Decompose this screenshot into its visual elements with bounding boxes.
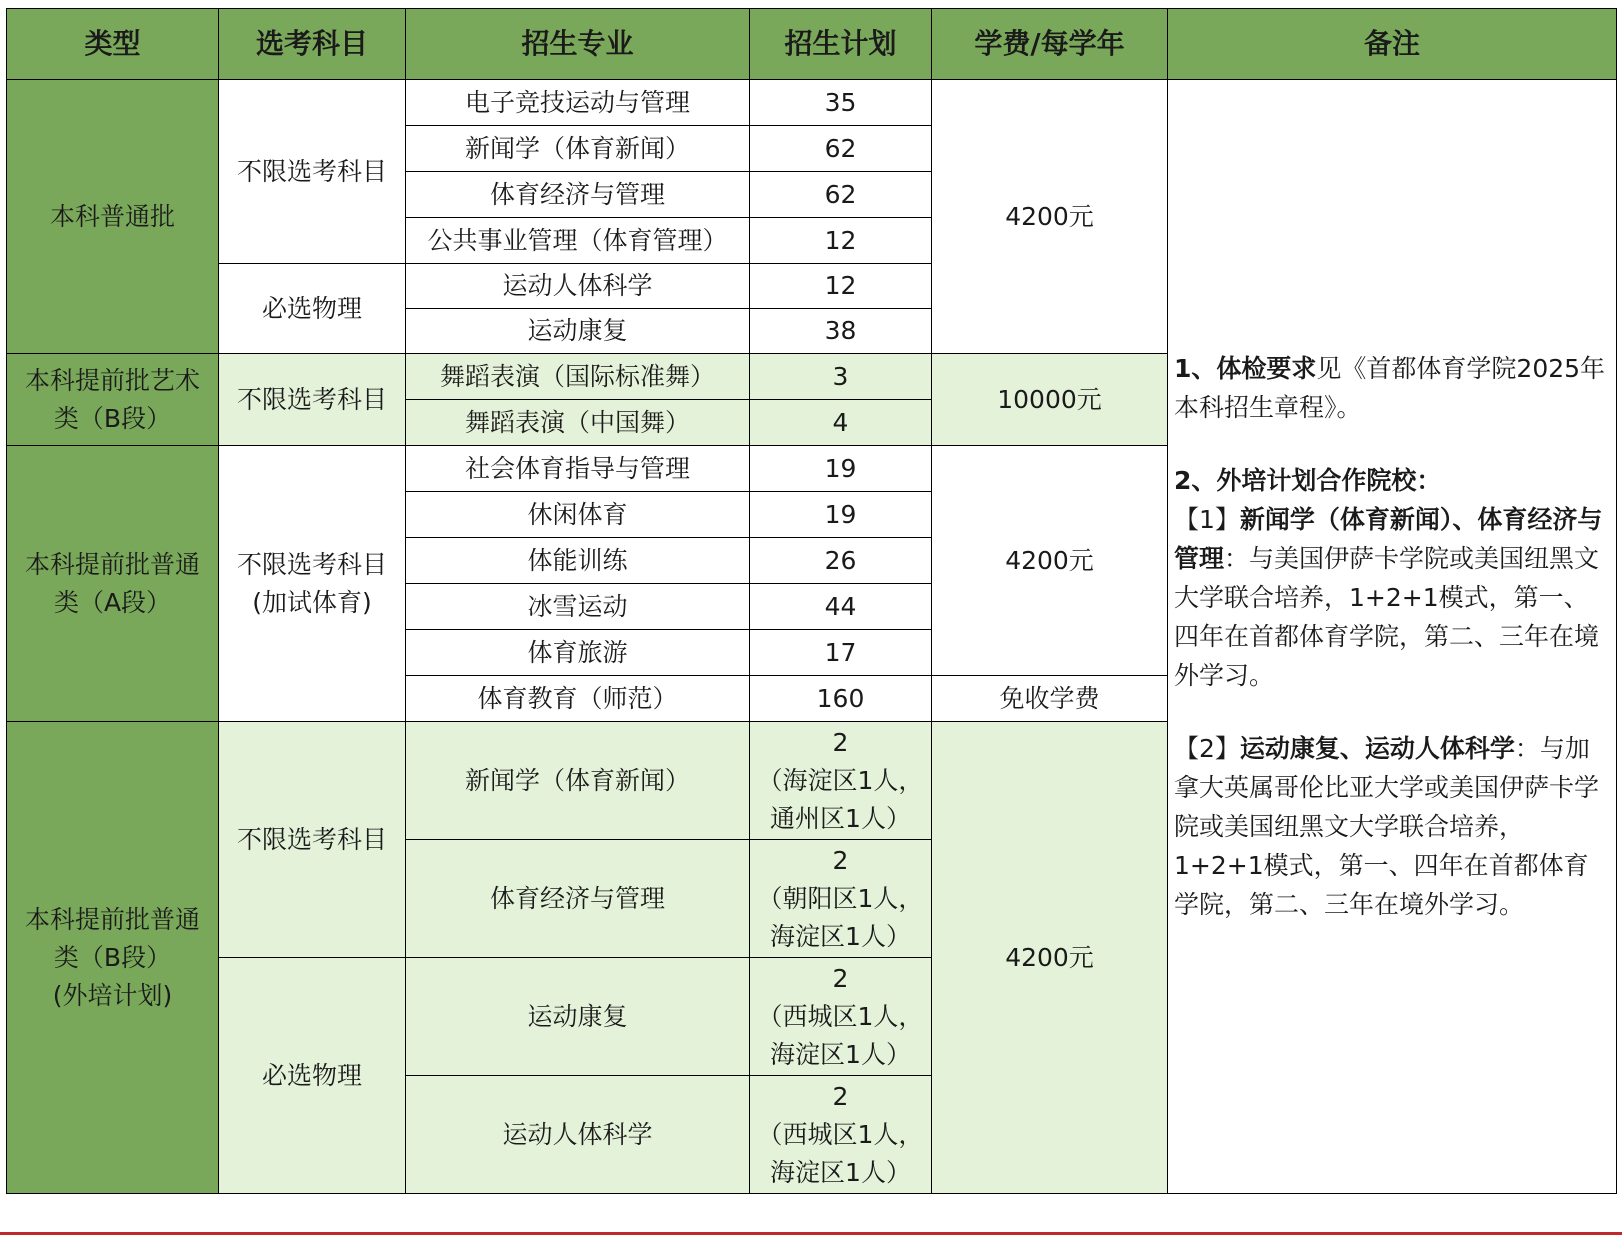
major-cell: 新闻学（体育新闻） xyxy=(406,126,750,172)
major-cell: 体育教育（师范） xyxy=(406,676,750,722)
plan-cell: 12 xyxy=(750,264,932,309)
major-cell: 社会体育指导与管理 xyxy=(406,446,750,492)
header-major: 招生专业 xyxy=(406,9,750,80)
major-cell: 体育旅游 xyxy=(406,630,750,676)
subject-cell xyxy=(219,446,406,722)
remarks-cell xyxy=(1168,80,1617,1194)
plan-line: 海淀区1人） xyxy=(770,1157,911,1187)
plan-line: 2 xyxy=(832,963,849,993)
subject-cell: 必选物理 xyxy=(219,958,406,1194)
type-cell xyxy=(7,722,219,1194)
major-cell: 新闻学（体育新闻） xyxy=(406,722,750,840)
major-cell: 公共事业管理（体育管理） xyxy=(406,218,750,264)
tuition-cell: 免收学费 xyxy=(932,676,1168,722)
major-cell: 冰雪运动 xyxy=(406,584,750,630)
admission-plan-table xyxy=(6,8,1617,1194)
plan-cell: 38 xyxy=(750,309,932,354)
plan-cell: 19 xyxy=(750,492,932,538)
plan-line: 2 xyxy=(832,845,849,875)
major-cell: 运动康复 xyxy=(406,309,750,354)
type-cell: 本科提前批普通类（A段） xyxy=(7,446,219,722)
type-line: (外培计划) xyxy=(52,980,173,1010)
plan-cell: 35 xyxy=(750,80,932,126)
subject-cell: 不限选考科目 xyxy=(219,354,406,446)
plan-line: 通州区1人） xyxy=(770,803,911,833)
remark-text: 见《首都体育学院2025年本科招生章程》。 xyxy=(1174,354,1606,422)
plan-cell: 19 xyxy=(750,446,932,492)
header-remarks: 备注 xyxy=(1168,9,1617,80)
remark-text: ：与美国伊萨卡学院或美国纽黑文大学联合培养，1+2+1模式，第一、四年在首都体育学院，第二、三年在境外学习。 xyxy=(1174,544,1600,690)
plan-cell xyxy=(750,722,932,840)
plan-line: 海淀区1人） xyxy=(770,921,911,951)
type-line: 类（B段） xyxy=(53,942,172,972)
subject-cell: 不限选考科目 xyxy=(219,80,406,264)
remark-paragraph xyxy=(1174,729,1612,924)
type-cell: 本科普通批 xyxy=(7,80,219,354)
plan-line: （朝阳区1人， xyxy=(757,883,924,913)
table-row xyxy=(7,80,1617,126)
header-plan: 招生计划 xyxy=(750,9,932,80)
remark-bold: 1、体检要求 xyxy=(1174,354,1317,383)
plan-cell: 12 xyxy=(750,218,932,264)
plan-cell: 160 xyxy=(750,676,932,722)
plan-cell xyxy=(750,958,932,1076)
subject-line: (加试体育) xyxy=(252,587,372,617)
plan-cell xyxy=(750,1076,932,1194)
remark-bold: 运动康复、运动人体科学 xyxy=(1239,734,1515,763)
major-cell: 运动人体科学 xyxy=(406,1076,750,1194)
type-line: 本科提前批普通 xyxy=(24,904,200,934)
plan-cell: 26 xyxy=(750,538,932,584)
plan-line: 2 xyxy=(832,1081,849,1111)
remark-text: ：与加拿大英属哥伦比亚大学或美国伊萨卡学院或美国纽黑文大学联合培养，1+2+1模式，第一、四年在首都体育学院，第二、三年在境外学习。 xyxy=(1174,734,1600,919)
plan-cell xyxy=(750,840,932,958)
subject-cell: 不限选考科目 xyxy=(219,722,406,958)
remark-bold: 新闻学（体育新闻）、体育经济与管理 xyxy=(1174,505,1603,573)
major-cell: 电子竞技运动与管理 xyxy=(406,80,750,126)
tuition-cell: 4200元 xyxy=(932,80,1168,354)
remark-paragraph xyxy=(1174,349,1612,427)
header-row xyxy=(7,9,1617,80)
type-cell: 本科提前批艺术类（B段） xyxy=(7,354,219,446)
plan-cell: 17 xyxy=(750,630,932,676)
major-cell: 运动人体科学 xyxy=(406,264,750,309)
plan-cell: 62 xyxy=(750,172,932,218)
plan-cell: 3 xyxy=(750,354,932,400)
plan-line: （西城区1人， xyxy=(757,1119,924,1149)
tuition-cell: 10000元 xyxy=(932,354,1168,446)
header-tuition: 学费/每学年 xyxy=(932,9,1168,80)
plan-line: （海淀区1人， xyxy=(757,765,924,795)
header-type: 类型 xyxy=(7,9,219,80)
plan-line: 2 xyxy=(832,727,849,757)
plan-line: （西城区1人， xyxy=(757,1001,924,1031)
subject-line: 不限选考科目 xyxy=(236,549,387,579)
tuition-cell: 4200元 xyxy=(932,722,1168,1194)
major-cell: 休闲体育 xyxy=(406,492,750,538)
subject-cell: 必选物理 xyxy=(219,264,406,354)
remark-prefix: 【1】 xyxy=(1174,505,1240,534)
major-cell: 舞蹈表演（国际标准舞） xyxy=(406,354,750,400)
plan-cell: 4 xyxy=(750,400,932,446)
remark-bold: 2、外培计划合作院校： xyxy=(1174,466,1442,495)
major-cell: 舞蹈表演（中国舞） xyxy=(406,400,750,446)
plan-cell: 44 xyxy=(750,584,932,630)
remark-paragraph xyxy=(1174,461,1612,500)
plan-line: 海淀区1人） xyxy=(770,1039,911,1069)
remark-paragraph xyxy=(1174,500,1612,695)
admission-table-wrapper xyxy=(6,8,1616,1234)
tuition-cell: 4200元 xyxy=(932,446,1168,676)
major-cell: 运动康复 xyxy=(406,958,750,1076)
major-cell: 体育经济与管理 xyxy=(406,840,750,958)
header-subjects: 选考科目 xyxy=(219,9,406,80)
major-cell: 体育经济与管理 xyxy=(406,172,750,218)
remark-prefix: 【2】 xyxy=(1174,734,1240,763)
plan-cell: 62 xyxy=(750,126,932,172)
major-cell: 体能训练 xyxy=(406,538,750,584)
